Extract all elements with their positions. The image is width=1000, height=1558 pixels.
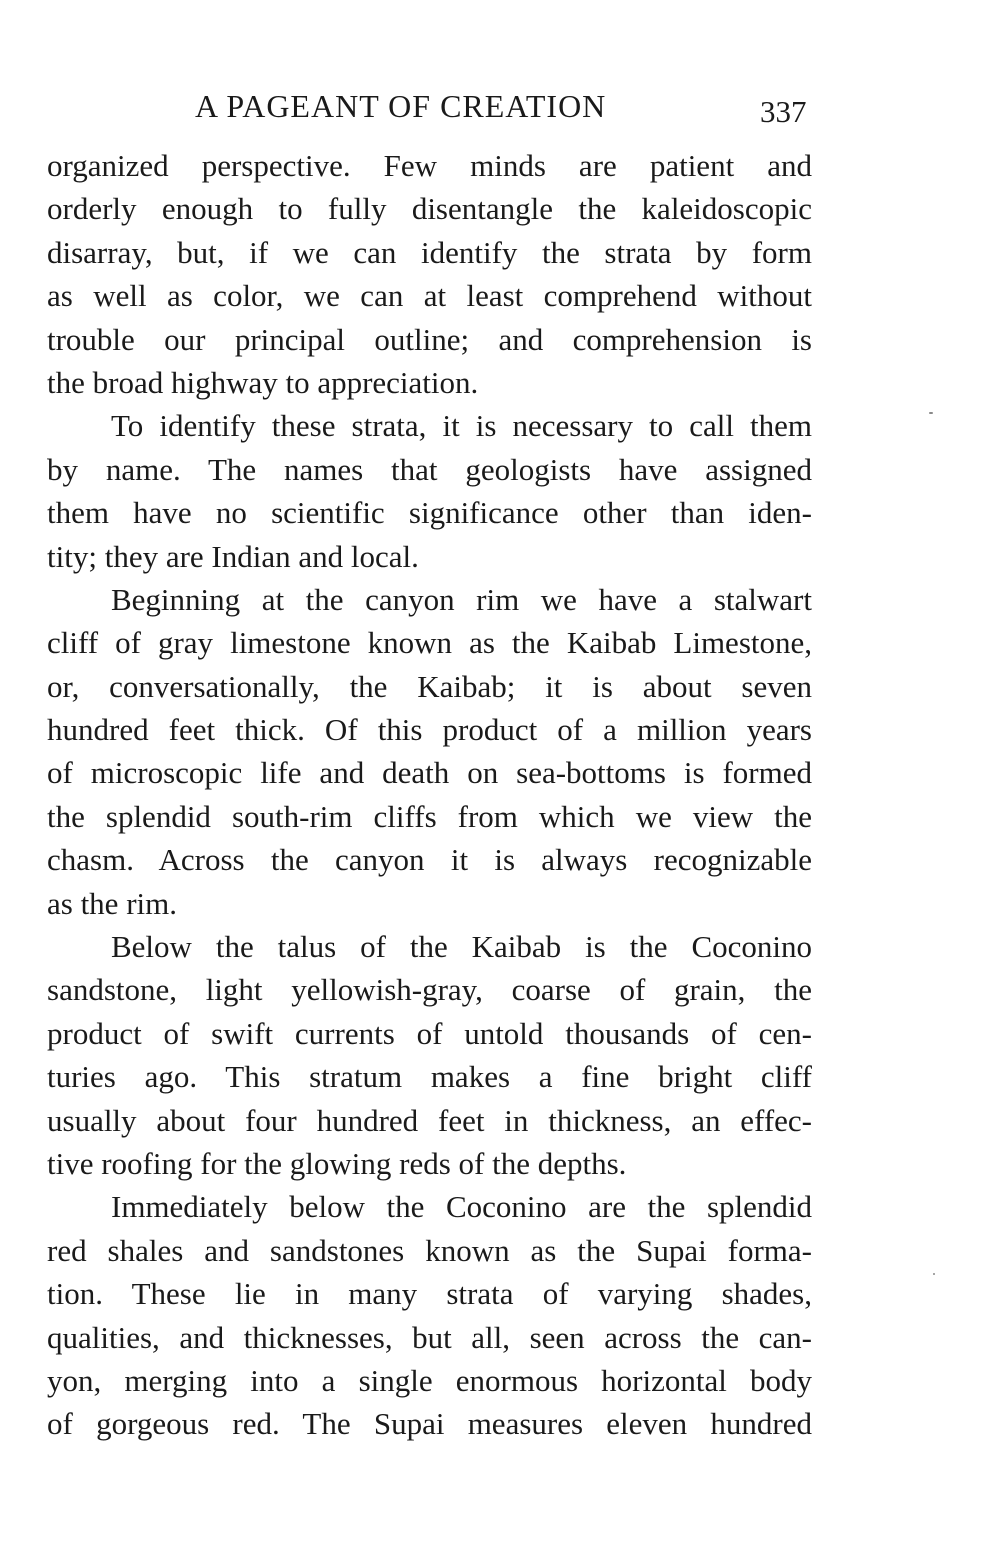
running-head-title: A PAGEANT OF CREATION: [195, 88, 607, 124]
scan-speck: [929, 412, 933, 414]
text-line: sandstone, light yellowish-gray, coarse of grain, the: [47, 972, 812, 1008]
text-line: tive roofing for the glowing reds of the depths.: [47, 1145, 627, 1181]
text-line: tion. These lie in many strata of varying shades,: [47, 1276, 812, 1312]
text-line: as the rim.: [47, 885, 177, 921]
text-line: or, conversationally, the Kaibab; it is about seven: [47, 668, 812, 704]
text-line: qualities, and thicknesses, but all, seen across the can-: [47, 1319, 812, 1355]
text-line: yon, merging into a single enormous horizontal body: [47, 1362, 812, 1398]
text-line: usually about four hundred feet in thickness, an effec-: [47, 1102, 812, 1138]
text-line: by name. The names that geologists have assigned: [47, 451, 812, 487]
text-line: the broad highway to appreciation.: [47, 364, 479, 400]
text-line: To identify these strata, it is necessary to call them: [111, 408, 812, 444]
page-number: 337: [760, 94, 807, 129]
text-line: red shales and sandstones known as the Supai forma-: [47, 1232, 812, 1268]
text-line: organized perspective. Few minds are patient and: [47, 148, 812, 183]
text-line: Below the talus of the Kaibab is the Coconino: [111, 929, 812, 965]
text-line: chasm. Across the canyon it is always recognizable: [47, 842, 812, 878]
body-text: [47, 144, 812, 1446]
text-line: the splendid south-rim cliffs from which we view the: [47, 798, 812, 834]
text-line: hundred feet thick. Of this product of a million years: [47, 712, 812, 748]
text-line: product of swift currents of untold thousands of cen-: [47, 1015, 812, 1051]
text-line: of gorgeous red. The Supai measures eleven hundred: [47, 1406, 812, 1442]
scan-speck: [933, 1273, 935, 1275]
text-line: disarray, but, if we can identify the strata by form: [47, 234, 812, 270]
text-line: cliff of gray limestone known as the Kaibab Limestone,: [47, 625, 812, 661]
text-line: orderly enough to fully disentangle the kaleidoscopic: [47, 191, 812, 227]
text-line: Beginning at the canyon rim we have a stalwart: [111, 581, 812, 617]
text-line: Immediately below the Coconino are the splendid: [111, 1189, 812, 1225]
text-line: turies ago. This stratum makes a fine bright cliff: [47, 1059, 812, 1095]
text-line: tity; they are Indian and local.: [47, 538, 419, 574]
text-line: them have no scientific significance other than iden-: [47, 495, 812, 531]
text-line: trouble our principal outline; and comprehension is: [47, 321, 812, 357]
text-line: of microscopic life and death on sea-bottoms is formed: [47, 755, 812, 791]
text-line: as well as color, we can at least comprehend without: [47, 278, 812, 314]
